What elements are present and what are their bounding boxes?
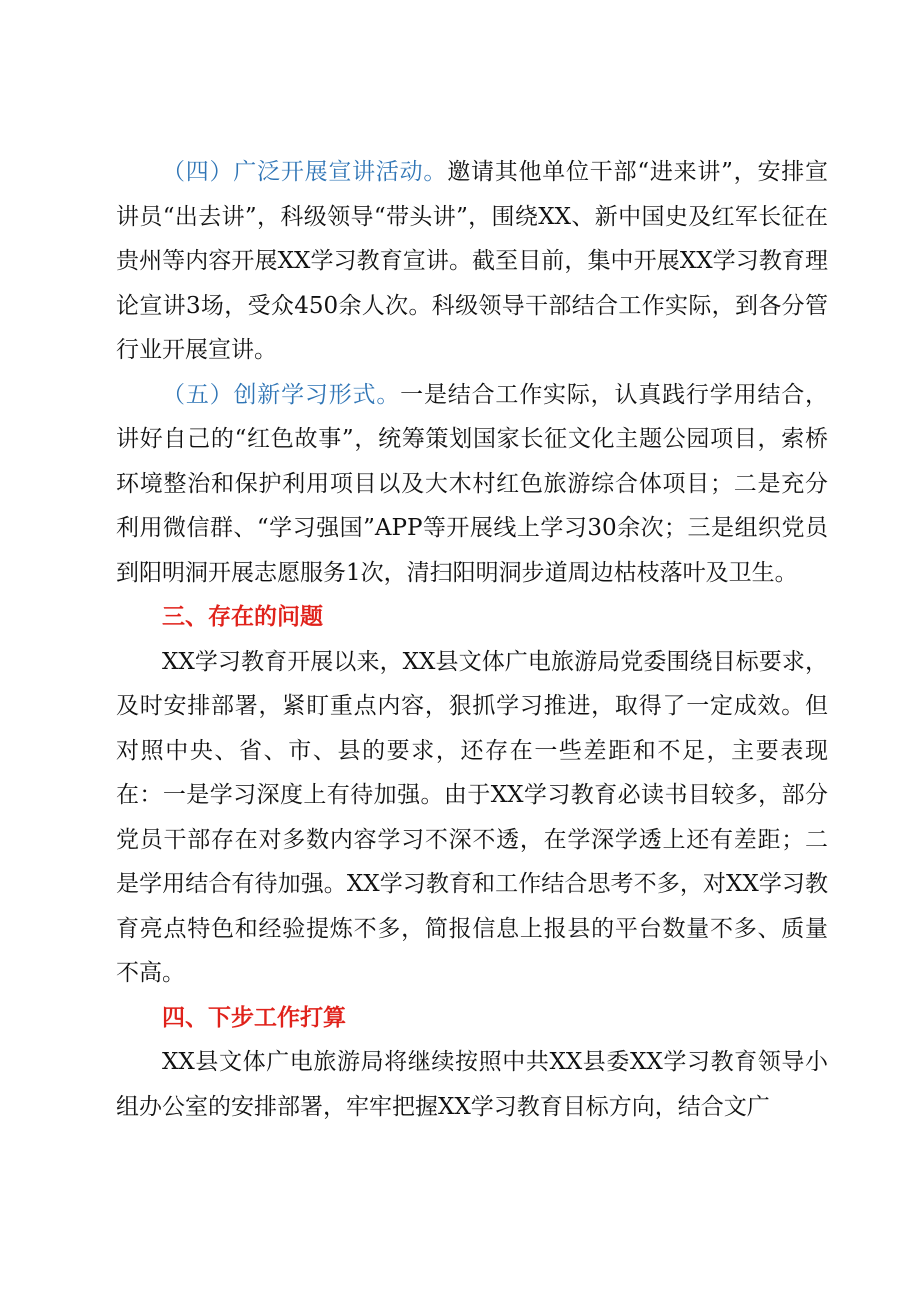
paragraph-next-steps: XX县文体广电旅游局将继续按照中共XX县委XX学习教育领导小组办公室的安排部署，牢牢把握XX学习教育目标方向，结合文广 <box>116 1049 828 1120</box>
heading-next-steps: 四、下步工作打算 <box>162 1004 346 1031</box>
paragraph-publicity-body: 邀请其他单位干部“进来讲”，安排宣讲员“出去讲”，科级领导“带头讲”，围绕XX、新中国史及红军长征在贵州等内容开展XX学习教育宣讲。截至目前，集中开展XX学习教育理论宣讲3场，受众450余人次。科级领导干部结合工作实际，到各分管行业开展宣讲。 <box>116 159 828 363</box>
paragraph-innovation <box>116 373 828 596</box>
paragraph-problems: XX学习教育开展以来，XX县文体广电旅游局党委围绕目标要求，及时安排部署，紧盯重点内容，狠抓学习推进，取得了一定成效。但对照中央、省、市、县的要求，还存在一些差距和不足，主要表现在：一是学习深度上有待加强。由于XX学习教育必读书目较多，部分党员干部存在对多数内容学习不深不透，在学深学透上还有差距；二是学用结合有待加强。XX学习教育和工作结合思考不多，对XX学习教育亮点特色和经验提炼不多，简报信息上报县的平台数量不多、质量不高。 <box>116 648 828 986</box>
paragraph-innovation-body: 一是结合工作实际，认真践行学用结合，讲好自己的“红色故事”，统筹策划国家长征文化主题公园项目，索桥环境整治和保护利用项目以及大木村红色旅游综合体项目；二是充分利用微信群、“学习强国”APP等开展线上学习30余次；三是组织党员到阳明洞开展志愿服务1次，清扫阳明洞步道周边枯枝落叶及卫生。 <box>116 381 829 586</box>
subheading-publicity: （四）广泛开展宣讲活动。 <box>162 159 448 185</box>
subheading-innovation: （五）创新学习形式。 <box>162 381 401 408</box>
paragraph-publicity <box>116 150 828 373</box>
heading-problems: 三、存在的问题 <box>162 604 323 630</box>
document-content <box>116 150 828 1129</box>
